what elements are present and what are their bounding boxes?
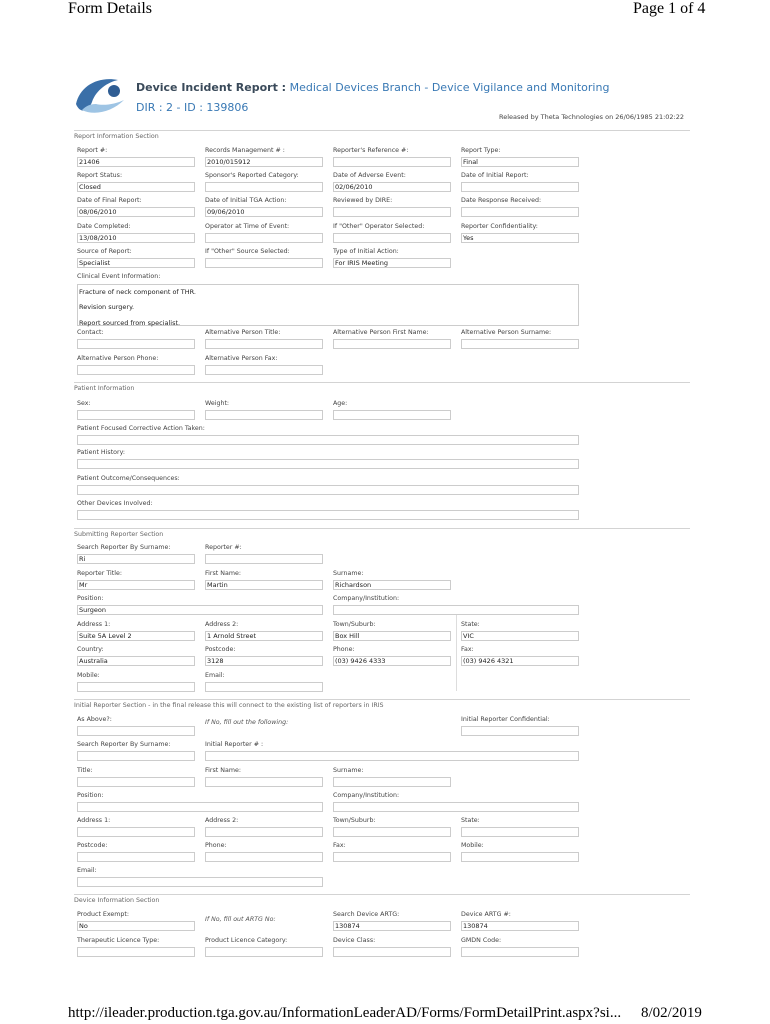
field-gmdn-code-label: GMDN Code: [461, 937, 502, 944]
field-state-label: State: [461, 621, 480, 628]
field-reporter-number-label: Reporter #: [205, 544, 242, 551]
print-date: 8/02/2019 [641, 1005, 702, 1021]
field-initial-address-1-label: Address 1: [77, 817, 111, 824]
field-town-suburb-label: Town/Suburb: [333, 621, 376, 628]
field-alt-person-first-name-input[interactable] [333, 339, 451, 349]
field-sponsor-category-label: Sponsor's Reported Category: [205, 172, 299, 179]
field-company-institution-input[interactable] [333, 605, 579, 615]
field-date-completed-label: Date Completed: [77, 223, 131, 230]
field-reporter-confidentiality-value: Yes [463, 234, 474, 242]
field-weight-input[interactable] [205, 410, 323, 420]
field-device-artg-number-label: Device ARTG #: [461, 911, 511, 918]
section-initial-reporter: Initial Reporter Section - in the final release this will connect to the existing list of reporters in IRIS [74, 702, 384, 709]
field-alt-person-title-input[interactable] [205, 339, 323, 349]
section-submitting-reporter: Submitting Reporter Section [74, 531, 164, 538]
field-phone-value: (03) 9426 4333 [335, 657, 386, 665]
field-date-initial-report-label: Date of Initial Report: [461, 172, 529, 179]
field-age-label: Age: [333, 400, 348, 407]
field-contact-label: Contact: [77, 329, 104, 336]
field-sex-input[interactable] [77, 410, 195, 420]
field-device-class-input[interactable] [333, 947, 451, 957]
field-initial-reporter-number-label: Initial Reporter # : [205, 741, 264, 748]
field-other-source-input[interactable] [205, 258, 323, 268]
field-initial-position-label: Position: [77, 792, 104, 799]
field-initial-postcode-input[interactable] [77, 852, 195, 862]
field-source-of-report-label: Source of Report: [77, 248, 132, 255]
column-divider [456, 605, 457, 691]
field-initial-search-surname-label: Search Reporter By Surname: [77, 741, 171, 748]
divider [74, 382, 690, 383]
field-records-management-number-value: 2010/015912 [207, 158, 251, 166]
field-reporter-title-label: Reporter Title: [77, 570, 122, 577]
field-address-2-value: 1 Arnold Street [207, 632, 257, 640]
field-other-devices-label: Other Devices Involved: [77, 500, 153, 507]
field-initial-surname-label: Surname: [333, 767, 364, 774]
field-first-name-value: Martin [207, 581, 228, 589]
field-reporter-confidentiality-input[interactable] [461, 233, 579, 243]
field-initial-search-surname-input[interactable] [77, 751, 195, 761]
field-date-adverse-event-label: Date of Adverse Event: [333, 172, 406, 179]
divider [74, 130, 690, 131]
field-initial-company-input[interactable] [333, 802, 579, 812]
field-alt-person-first-name-label: Alternative Person First Name: [333, 329, 429, 336]
section-report-information: Report Information Section [74, 133, 159, 140]
field-mobile-label: Mobile: [77, 672, 100, 679]
field-type-initial-action-value: For IRIS Meeting [335, 259, 388, 267]
released-by: Released by Theta Technologies on 26/06/1985 21:02:22 [499, 113, 685, 121]
field-initial-fax-input[interactable] [333, 852, 451, 862]
field-postcode-value: 3128 [207, 657, 224, 665]
field-reporter-confidentiality-label: Reporter Confidentiality: [461, 223, 538, 230]
field-reviewed-by-dire-label: Reviewed by DIRE: [333, 197, 393, 204]
field-initial-address-2-input[interactable] [205, 827, 323, 837]
field-initial-position-input[interactable] [77, 802, 323, 812]
field-report-type-input[interactable] [461, 157, 579, 167]
field-date-response-received-label: Date Response Received: [461, 197, 542, 204]
field-initial-reporter-confidential-label: Initial Reporter Confidential: [461, 716, 550, 723]
field-position-value: Surgeon [79, 606, 107, 614]
field-initial-first-name-label: First Name: [205, 767, 241, 774]
field-weight-label: Weight: [205, 400, 230, 407]
field-search-reporter-surname-input[interactable] [77, 554, 195, 564]
field-report-type-label: Report Type: [461, 147, 501, 154]
report-title: Device Incident Report : [136, 81, 287, 94]
field-product-licence-category-label: Product Licence Category: [205, 937, 288, 944]
field-alt-person-phone-input[interactable] [77, 365, 195, 375]
field-date-initial-tga-action-value: 09/06/2010 [207, 208, 245, 216]
field-initial-email-label: Email: [77, 867, 97, 874]
field-patient-history-label: Patient History: [77, 449, 125, 456]
page-url: http://ileader.production.tga.gov.au/InformationLeaderAD/Forms/FormDetailPrint.aspx?si... [68, 1005, 622, 1021]
field-other-devices-input[interactable] [77, 510, 579, 520]
field-initial-email-input[interactable] [77, 877, 323, 887]
field-reviewed-by-dire-input[interactable] [333, 207, 451, 217]
field-country-label: Country: [77, 646, 104, 653]
field-initial-title-input[interactable] [77, 777, 195, 787]
field-search-reporter-surname-value: Ri [79, 555, 86, 563]
field-date-adverse-event-value: 02/06/2010 [335, 183, 373, 191]
field-surname-label: Surname: [333, 570, 364, 577]
field-reporters-reference-label: Reporter's Reference #: [333, 147, 409, 154]
field-initial-address-1-input[interactable] [77, 827, 195, 837]
field-email-label: Email: [205, 672, 225, 679]
field-state-input[interactable] [461, 631, 579, 641]
page-number: Page 1 of 4 [633, 0, 706, 17]
field-type-initial-action-label: Type of Initial Action: [333, 248, 399, 255]
field-address-2-label: Address 2: [205, 621, 239, 628]
tga-logo-icon [74, 74, 130, 118]
field-initial-first-name-input[interactable] [205, 777, 323, 787]
field-fax-label: Fax: [461, 646, 474, 653]
field-position-input[interactable] [77, 605, 323, 615]
field-initial-fax-label: Fax: [333, 842, 346, 849]
section-patient-information: Patient Information [74, 385, 135, 392]
field-as-above-input[interactable] [77, 726, 195, 736]
field-date-initial-tga-action-label: Date of Initial TGA Action: [205, 197, 287, 204]
section-device-information: Device Information Section [74, 897, 160, 904]
field-reporter-title-value: Mr [79, 581, 88, 589]
field-product-exempt-input[interactable] [77, 921, 195, 931]
field-other-operator-label: If "Other" Operator Selected: [333, 223, 425, 230]
field-initial-town-label: Town/Suburb: [333, 817, 376, 824]
report-subtitle: Medical Devices Branch - Device Vigilance and Monitoring [289, 81, 610, 94]
field-initial-company-label: Company/Institution: [333, 792, 400, 799]
divider [74, 528, 690, 529]
field-town-suburb-value: Box Hill [335, 632, 360, 640]
field-report-status-value: Closed [79, 183, 101, 191]
clinical-event-label: Clinical Event Information: [77, 273, 161, 280]
clinical-event-line: Fracture of neck component of THR. [79, 288, 196, 296]
field-report-number-value: 21406 [79, 158, 100, 166]
field-date-final-report-label: Date of Final Report: [77, 197, 142, 204]
field-device-artg-number-value: 130874 [463, 922, 488, 930]
field-product-exempt-label: Product Exempt: [77, 911, 130, 918]
field-contact-input[interactable] [77, 339, 195, 349]
field-alt-person-surname-input[interactable] [461, 339, 579, 349]
field-other-source-label: If "Other" Source Selected: [205, 248, 290, 255]
field-initial-surname-input[interactable] [333, 777, 451, 787]
field-alt-person-phone-label: Alternative Person Phone: [77, 355, 159, 362]
field-initial-reporter-number-input[interactable] [205, 751, 579, 761]
field-date-initial-report-input[interactable] [461, 182, 579, 192]
field-company-institution-label: Company/Institution: [333, 595, 400, 602]
field-initial-town-input[interactable] [333, 827, 451, 837]
page-title: Form Details [68, 0, 152, 17]
field-age-input[interactable] [333, 410, 451, 420]
field-surname-value: Richardson [335, 581, 372, 589]
field-operator-at-event-input[interactable] [205, 233, 323, 243]
note-if-no-fill-artg [205, 916, 276, 923]
field-initial-mobile-label: Mobile: [461, 842, 484, 849]
field-sex-label: Sex: [77, 400, 91, 407]
field-alt-person-title-label: Alternative Person Title: [205, 329, 281, 336]
field-reporters-reference-input[interactable] [333, 157, 451, 167]
field-initial-title-label: Title: [77, 767, 93, 774]
clinical-event-line: Revision surgery. [79, 303, 135, 311]
note-if-no-fill-artg-text: If No, fill out ARTG No: [205, 916, 276, 923]
field-date-final-report-value: 08/06/2010 [79, 208, 117, 216]
field-initial-mobile-input[interactable] [461, 852, 579, 862]
field-address-1-value: Suite 5A Level 2 [79, 632, 132, 640]
field-operator-at-event-label: Operator at Time of Event: [205, 223, 290, 230]
field-fax-value: (03) 9426 4321 [463, 657, 514, 665]
field-patient-history-input[interactable] [77, 459, 579, 469]
field-alt-person-fax-label: Alternative Person Fax: [205, 355, 278, 362]
field-gmdn-code-input[interactable] [461, 947, 579, 957]
field-therapeutic-licence-type-input[interactable] [77, 947, 195, 957]
field-sponsor-category-input[interactable] [205, 182, 323, 192]
field-patient-corrective-action-label: Patient Focused Corrective Action Taken: [77, 425, 205, 432]
field-initial-address-2-label: Address 2: [205, 817, 239, 824]
field-alt-person-fax-input[interactable] [205, 365, 323, 375]
field-reporter-title-input[interactable] [77, 580, 195, 590]
field-date-response-received-input[interactable] [461, 207, 579, 217]
field-reporter-number-input[interactable] [205, 554, 323, 564]
field-email-input[interactable] [205, 682, 323, 692]
field-phone-label: Phone: [333, 646, 355, 653]
dir-id: DIR : 2 - ID : 139806 [136, 101, 249, 114]
field-initial-postcode-label: Postcode: [77, 842, 108, 849]
field-initial-state-input[interactable] [461, 827, 579, 837]
field-patient-outcome-label: Patient Outcome/Consequences: [77, 475, 180, 482]
field-patient-corrective-action-input[interactable] [77, 435, 579, 445]
field-patient-outcome-input[interactable] [77, 485, 579, 495]
field-other-operator-input[interactable] [333, 233, 451, 243]
field-address-1-label: Address 1: [77, 621, 111, 628]
report-heading [136, 81, 609, 94]
field-country-value: Australia [79, 657, 108, 665]
field-initial-state-label: State: [461, 817, 480, 824]
field-first-name-label: First Name: [205, 570, 241, 577]
field-date-completed-value: 13/08/2010 [79, 234, 117, 242]
field-report-type-value: Final [463, 158, 478, 166]
field-mobile-input[interactable] [77, 682, 195, 692]
field-report-number-label: Report #: [77, 147, 108, 154]
field-search-device-artg-value: 130874 [335, 922, 360, 930]
field-device-class-label: Device Class: [333, 937, 376, 944]
field-postcode-label: Postcode: [205, 646, 236, 653]
field-therapeutic-licence-type-label: Therapeutic Licence Type: [77, 937, 160, 944]
field-search-device-artg-label: Search Device ARTG: [333, 911, 400, 918]
clinical-event-line: Report sourced from specialist. [79, 319, 181, 327]
field-initial-phone-label: Phone: [205, 842, 227, 849]
field-as-above-label: As Above?: [77, 716, 112, 723]
field-state-value: VIC [463, 632, 474, 640]
divider [74, 894, 690, 895]
note-if-no-fill-following [205, 719, 288, 726]
field-alt-person-surname-label: Alternative Person Surname: [461, 329, 552, 336]
divider [74, 699, 690, 700]
field-initial-phone-input[interactable] [205, 852, 323, 862]
field-search-reporter-surname-label: Search Reporter By Surname: [77, 544, 171, 551]
note-if-no-fill-following-text: If No, fill out the following: [205, 719, 289, 726]
field-records-management-number-label: Records Management # : [205, 147, 285, 154]
field-initial-reporter-confidential-input[interactable] [461, 726, 579, 736]
field-product-licence-category-input[interactable] [205, 947, 323, 957]
field-position-label: Position: [77, 595, 104, 602]
field-product-exempt-value: No [79, 922, 88, 930]
field-source-of-report-value: Specialist [79, 259, 111, 267]
field-report-status-label: Report Status: [77, 172, 123, 179]
